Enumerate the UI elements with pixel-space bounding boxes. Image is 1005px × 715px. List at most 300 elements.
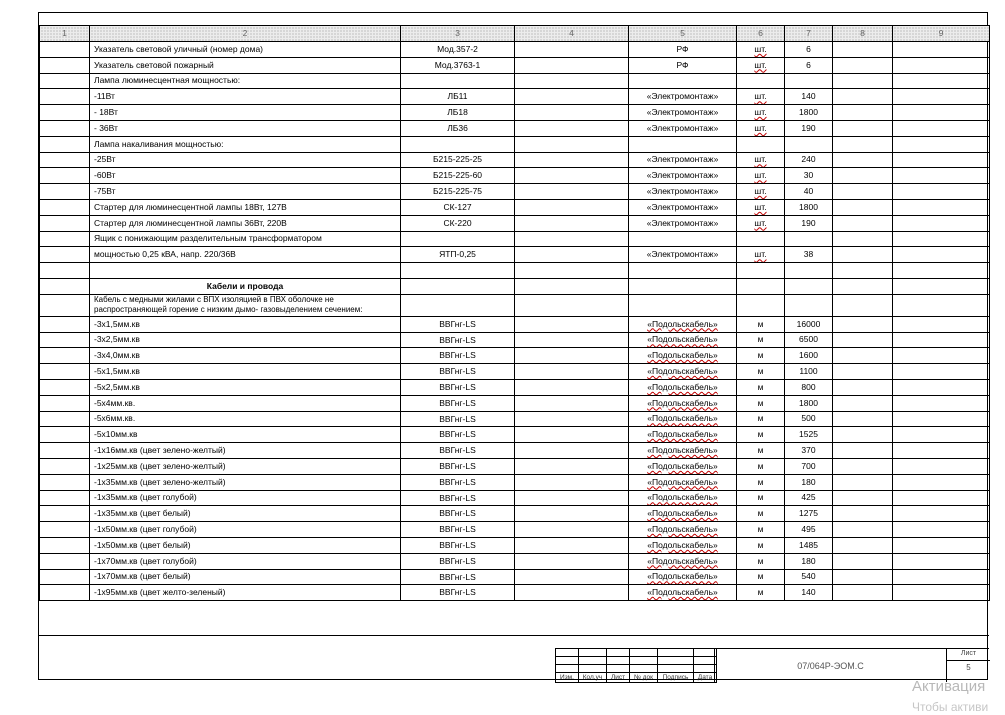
stamp-label-signature: Подпись [658,673,694,683]
pos-cell [40,168,90,184]
mass-cell [833,427,893,443]
mass-cell [833,136,893,152]
code-cell [515,395,629,411]
pos-cell [40,427,90,443]
grid-cell [658,649,694,657]
code-cell [515,348,629,364]
maker-cell: «Электромонтаж» [629,247,737,263]
type-cell: Мод.3763-1 [401,57,515,73]
mass-cell [833,231,893,247]
mass-cell [833,348,893,364]
mass-cell [833,42,893,58]
table-row [40,120,990,136]
unit-cell: м [737,379,785,395]
name-cell: Кабель с медными жилами с ВПХ изоляцией в ПВХ оболочке не распространяющей горение с низким дымо- газовыделением сечением: [90,294,401,316]
code-cell [515,89,629,105]
qty-cell: 1275 [785,506,833,522]
name-cell: - 18Вт [90,105,401,121]
table-row [40,184,990,200]
unit-cell: м [737,316,785,332]
qty-cell [785,263,833,279]
maker-cell: «Подольскабель» [629,522,737,538]
unit-cell [737,73,785,89]
qty-cell: 6 [785,42,833,58]
note-cell [893,199,990,215]
note-cell [893,263,990,279]
name-cell: Стартер для люминесцентной лампы 36Вт, 220В [90,215,401,231]
qty-cell: 6500 [785,332,833,348]
stamp-label-sheet: Лист [607,673,630,683]
name-cell: -3х2,5мм.кв [90,332,401,348]
name-cell: Лампа люминесцентная мощностью: [90,73,401,89]
code-cell [515,263,629,279]
code-cell [515,42,629,58]
qty-cell [785,231,833,247]
qty-cell: 6 [785,57,833,73]
type-cell: ВВГнг-LS [401,427,515,443]
note-cell [893,105,990,121]
name-cell: -1х35мм.кв (цвет зелено-желтый) [90,474,401,490]
maker-cell: «Подольскабель» [629,316,737,332]
code-cell [515,120,629,136]
code-cell [515,458,629,474]
sheet-label: Лист [947,650,990,661]
table-row [40,395,990,411]
name-cell: Стартер для люминесцентной лампы 18Вт, 127В [90,199,401,215]
type-cell [401,278,515,294]
maker-cell: «Подольскабель» [629,458,737,474]
pos-cell [40,247,90,263]
note-cell [893,168,990,184]
table-row [40,332,990,348]
type-cell: ВВГнг-LS [401,458,515,474]
mass-cell [833,215,893,231]
table-row [40,458,990,474]
name-cell: -5х1,5мм.кв [90,364,401,380]
qty-cell: 30 [785,168,833,184]
sheet-number: 5 [966,663,971,672]
pos-cell [40,364,90,380]
unit-cell: шт. [737,199,785,215]
code-cell [515,105,629,121]
mass-cell [833,184,893,200]
mass-cell [833,73,893,89]
specification-table [39,25,990,601]
mass-cell [833,263,893,279]
note-cell [893,427,990,443]
note-cell [893,278,990,294]
grid-cell [607,649,630,657]
table-row [40,136,990,152]
type-cell [401,231,515,247]
pos-cell [40,585,90,601]
qty-cell: 180 [785,553,833,569]
type-cell: ВВГнг-LS [401,332,515,348]
note-cell [893,42,990,58]
table-row [40,411,990,427]
code-cell [515,168,629,184]
unit-cell: м [737,395,785,411]
pos-cell [40,411,90,427]
maker-cell: «Электромонтаж» [629,89,737,105]
qty-cell: 40 [785,184,833,200]
col-number: 6 [737,26,785,42]
mass-cell [833,411,893,427]
note-cell [893,411,990,427]
name-cell: -1х70мм.кв (цвет голубой) [90,553,401,569]
pos-cell [40,490,90,506]
name-cell: -11Вт [90,89,401,105]
type-cell: ВВГнг-LS [401,553,515,569]
pos-cell [40,120,90,136]
name-cell: -5х10мм.кв [90,427,401,443]
mass-cell [833,89,893,105]
name-cell: Ящик с понижающим разделительным трансформатором [90,231,401,247]
maker-cell [629,231,737,247]
grid-cell [658,657,694,665]
maker-cell: РФ [629,57,737,73]
type-cell: СК-127 [401,199,515,215]
pos-cell [40,42,90,58]
qty-cell: 425 [785,490,833,506]
table-row [40,152,990,168]
maker-cell: «Подольскабель» [629,553,737,569]
name-cell: Кабели и провода [90,278,401,294]
name-cell [90,263,401,279]
maker-cell: «Электромонтаж» [629,120,737,136]
pos-cell [40,395,90,411]
note-cell [893,215,990,231]
maker-cell: «Подольскабель» [629,395,737,411]
unit-cell: шт. [737,57,785,73]
table-row [40,553,990,569]
grid-cell [658,665,694,673]
note-cell [893,395,990,411]
note-cell [893,231,990,247]
name-cell: -75Вт [90,184,401,200]
qty-cell: 190 [785,215,833,231]
title-block [39,635,989,681]
type-cell: ВВГнг-LS [401,569,515,585]
code-cell [515,427,629,443]
mass-cell [833,168,893,184]
mass-cell [833,278,893,294]
pos-cell [40,332,90,348]
mass-cell [833,490,893,506]
qty-cell: 38 [785,247,833,263]
code-cell [515,490,629,506]
type-cell: Б215-225-60 [401,168,515,184]
unit-cell: шт. [737,215,785,231]
unit-cell [737,278,785,294]
maker-cell: «Подольскабель» [629,348,737,364]
note-cell [893,120,990,136]
code-cell [515,332,629,348]
qty-cell: 1525 [785,427,833,443]
mass-cell [833,522,893,538]
qty-cell: 190 [785,120,833,136]
code-cell [515,553,629,569]
table-row [40,294,990,316]
qty-cell: 1100 [785,364,833,380]
type-cell: ЯТП-0,25 [401,247,515,263]
pos-cell [40,443,90,459]
unit-cell: м [737,427,785,443]
unit-cell: м [737,522,785,538]
type-cell: ВВГнг-LS [401,522,515,538]
qty-cell: 240 [785,152,833,168]
mass-cell [833,332,893,348]
name-cell: -1х25мм.кв (цвет зелено-желтый) [90,458,401,474]
maker-cell: «Электромонтаж» [629,168,737,184]
name-cell: мощностью 0,25 кВА, напр. 220/36В [90,247,401,263]
sheet-number-box [946,648,989,682]
maker-cell: «Подольскабель» [629,474,737,490]
unit-cell: м [737,332,785,348]
unit-cell [737,231,785,247]
table-row [40,537,990,553]
qty-cell [785,294,833,316]
unit-cell: м [737,364,785,380]
grid-cell [630,649,658,657]
code-cell [515,474,629,490]
maker-cell: «Подольскабель» [629,569,737,585]
pos-cell [40,105,90,121]
code-cell [515,136,629,152]
grid-cell [579,657,607,665]
type-cell: Б215-225-25 [401,152,515,168]
grid-cell [630,657,658,665]
table-row [40,199,990,215]
maker-cell: «Подольскабель» [629,332,737,348]
code-cell [515,443,629,459]
col-number: 7 [785,26,833,42]
maker-cell: «Подольскабель» [629,427,737,443]
maker-cell [629,294,737,316]
unit-cell: м [737,411,785,427]
type-cell: ВВГнг-LS [401,506,515,522]
unit-cell: м [737,537,785,553]
pos-cell [40,522,90,538]
unit-cell: шт. [737,105,785,121]
unit-cell: м [737,348,785,364]
type-cell [401,294,515,316]
table-row [40,168,990,184]
qty-cell: 1800 [785,395,833,411]
mass-cell [833,443,893,459]
pos-cell [40,537,90,553]
stamp-label-change: Изм. [556,673,579,683]
pos-cell [40,379,90,395]
maker-cell: «Подольскабель» [629,490,737,506]
maker-cell: «Подольскабель» [629,585,737,601]
note-cell [893,490,990,506]
pos-cell [40,553,90,569]
qty-cell [785,136,833,152]
unit-cell: шт. [737,42,785,58]
qty-cell: 140 [785,585,833,601]
grid-cell [556,665,579,673]
table-row [40,105,990,121]
type-cell: Мод.357-2 [401,42,515,58]
unit-cell: м [737,490,785,506]
table-row [40,42,990,58]
code-cell [515,294,629,316]
unit-cell: м [737,569,785,585]
code-cell [515,537,629,553]
code-cell [515,57,629,73]
maker-cell: «Электромонтаж» [629,152,737,168]
stamp-label-doc-number: № док [630,673,658,683]
note-cell [893,89,990,105]
unit-cell [737,263,785,279]
qty-cell: 500 [785,411,833,427]
maker-cell: «Электромонтаж» [629,105,737,121]
table-row [40,569,990,585]
grid-cell [607,665,630,673]
name-cell: -1х35мм.кв (цвет голубой) [90,490,401,506]
qty-cell: 540 [785,569,833,585]
type-cell: ВВГнг-LS [401,316,515,332]
mass-cell [833,294,893,316]
maker-cell: «Подольскабель» [629,379,737,395]
code-cell [515,506,629,522]
mass-cell [833,247,893,263]
name-cell: -1х16мм.кв (цвет зелено-желтый) [90,443,401,459]
note-cell [893,136,990,152]
type-cell: ВВГнг-LS [401,490,515,506]
qty-cell: 1800 [785,199,833,215]
pos-cell [40,316,90,332]
maker-cell: «Подольскабель» [629,506,737,522]
name-cell: -1х35мм.кв (цвет белый) [90,506,401,522]
qty-cell: 1800 [785,105,833,121]
note-cell [893,379,990,395]
pos-cell [40,152,90,168]
maker-cell: «Подольскабель» [629,537,737,553]
qty-cell [785,278,833,294]
note-cell [893,443,990,459]
unit-cell: м [737,443,785,459]
type-cell: ВВГнг-LS [401,411,515,427]
mass-cell [833,474,893,490]
mass-cell [833,199,893,215]
type-cell: ВВГнг-LS [401,537,515,553]
pos-cell [40,348,90,364]
name-cell: Лампа накаливания мощностью: [90,136,401,152]
qty-cell: 140 [785,89,833,105]
name-cell: Указатель световой уличный (номер дома) [90,42,401,58]
table-row [40,490,990,506]
type-cell: ЛБ11 [401,89,515,105]
mass-cell [833,537,893,553]
maker-cell [629,263,737,279]
unit-cell: шт. [737,168,785,184]
qty-cell: 800 [785,379,833,395]
type-cell: ВВГнг-LS [401,443,515,459]
pos-cell [40,199,90,215]
stamp-label-date: Дата [694,673,717,683]
name-cell: -60Вт [90,168,401,184]
pos-cell [40,278,90,294]
code-cell [515,215,629,231]
code-cell [515,316,629,332]
note-cell [893,73,990,89]
name-cell: -1х50мм.кв (цвет белый) [90,537,401,553]
type-cell [401,73,515,89]
table-row [40,522,990,538]
name-cell: -5х4мм.кв. [90,395,401,411]
note-cell [893,537,990,553]
note-cell [893,348,990,364]
mass-cell [833,585,893,601]
code-cell [515,152,629,168]
mass-cell [833,395,893,411]
table-row [40,247,990,263]
table-row [40,364,990,380]
name-cell: -1х95мм.кв (цвет желто-зеленый) [90,585,401,601]
name-cell: - 36Вт [90,120,401,136]
unit-cell: шт. [737,89,785,105]
note-cell [893,569,990,585]
code-cell [515,231,629,247]
maker-cell [629,73,737,89]
pos-cell [40,184,90,200]
grid-cell [630,665,658,673]
code-cell [515,411,629,427]
note-cell [893,152,990,168]
type-cell: ЛБ18 [401,105,515,121]
pos-cell [40,215,90,231]
pos-cell [40,294,90,316]
type-cell: Б215-225-75 [401,184,515,200]
pos-cell [40,89,90,105]
name-cell: -3х1,5мм.кв [90,316,401,332]
unit-cell: шт. [737,120,785,136]
type-cell: ВВГнг-LS [401,474,515,490]
note-cell [893,458,990,474]
pos-cell [40,474,90,490]
qty-cell: 180 [785,474,833,490]
col-number: 4 [515,26,629,42]
name-cell: -3х4,0мм.кв [90,348,401,364]
mass-cell [833,152,893,168]
qty-cell: 370 [785,443,833,459]
unit-cell: шт. [737,184,785,200]
pos-cell [40,458,90,474]
table-row [40,231,990,247]
maker-cell: «Подольскабель» [629,443,737,459]
maker-cell: РФ [629,42,737,58]
mass-cell [833,379,893,395]
table-row [40,316,990,332]
note-cell [893,294,990,316]
qty-cell [785,73,833,89]
specification-sheet [38,12,988,680]
type-cell: ВВГнг-LS [401,585,515,601]
type-cell [401,263,515,279]
table-row [40,348,990,364]
table-row [40,57,990,73]
windows-activation-subtext: Чтобы активи [912,700,989,714]
grid-cell [607,657,630,665]
column-number-header [40,26,990,42]
code-cell [515,585,629,601]
col-number: 2 [90,26,401,42]
type-cell: ВВГнг-LS [401,395,515,411]
type-cell: СК-220 [401,215,515,231]
unit-cell: м [737,585,785,601]
